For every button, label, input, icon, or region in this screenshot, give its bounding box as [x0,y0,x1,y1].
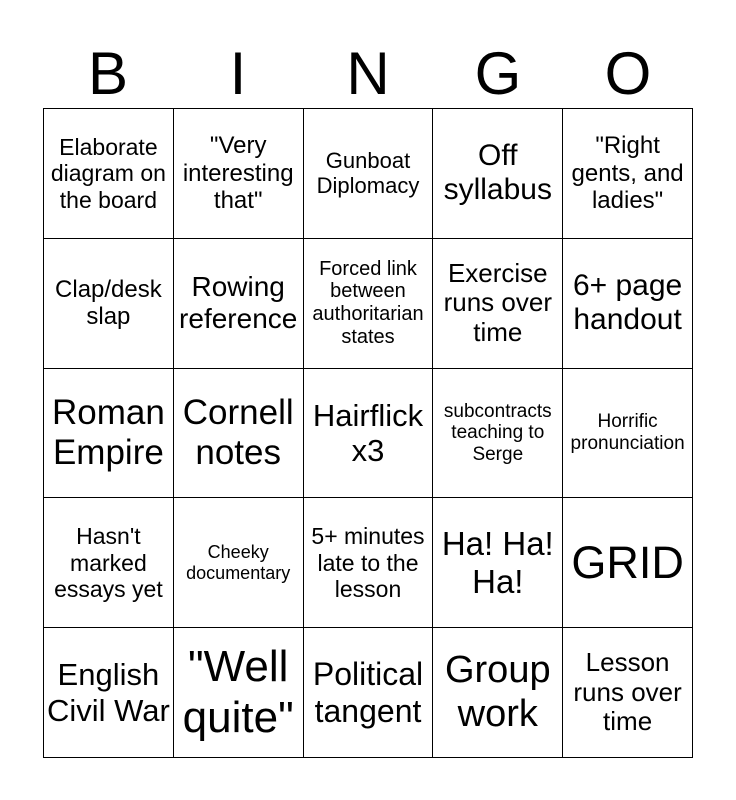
bingo-cell [433,498,563,628]
cell-text: Cheeky documentary [186,542,291,583]
cell-text: Off syllabus [443,139,552,207]
bingo-cell [563,109,693,239]
cell-text: Gunboat Diplomacy [316,148,420,199]
cell-text: "Well quite" [182,642,294,742]
bingo-cell [174,109,304,239]
header-letter-i: I [229,40,247,107]
bingo-cell [304,628,434,758]
header-letter-g: G [474,40,522,107]
cell-text: Ha! Ha! Ha! [441,525,554,600]
bingo-cell [433,628,563,758]
bingo-cell [44,109,174,239]
bingo-cell [563,239,693,369]
cell-text: Roman Empire [51,393,165,472]
bingo-cell [174,498,304,628]
header-letter-o: O [604,40,652,107]
bingo-cell [304,239,434,369]
bingo-cell [44,498,174,628]
cell-text: Clap/desk slap [55,275,162,331]
cell-text: Hasn't marked essays yet [54,523,163,602]
bingo-cell [174,239,304,369]
bingo-cell [44,239,174,369]
bingo-cell [174,369,304,499]
cell-text: Exercise runs over time [443,257,552,347]
bingo-cell [563,628,693,758]
cell-text: Political tangent [312,656,424,729]
bingo-cell [563,498,693,628]
bingo-cell [304,109,434,239]
cell-text: "Right gents, and ladies" [571,132,684,215]
cell-text: "Very interesting that" [182,132,294,215]
cell-text: 6+ page handout [572,269,683,337]
bingo-cell [174,628,304,758]
bingo-grid [43,108,693,758]
header-letter-n: N [346,40,390,107]
cell-text: Rowing reference [179,271,298,335]
cell-text: 5+ minutes late to the lesson [311,523,425,602]
header-letter-b: B [87,40,129,107]
bingo-cell [433,109,563,239]
bingo-cell [44,369,174,499]
cell-text: Horrific pronunciation [570,411,685,454]
bingo-header [43,40,693,108]
cell-text: Forced link between authoritarian states [312,257,424,348]
cell-text: English Civil War [46,657,170,728]
bingo-cell [304,369,434,499]
cell-text: Group work [444,649,551,735]
cell-text: Hairflick x3 [312,397,424,468]
cell-text: subcontracts teaching to Serge [443,400,552,465]
cell-text: Lesson runs over time [573,647,682,737]
bingo-cell [304,498,434,628]
cell-text: Elaborate diagram on the board [50,134,166,213]
bingo-cell [433,369,563,499]
bingo-cell [563,369,693,499]
cell-text: Cornell notes [182,393,294,472]
bingo-cell [44,628,174,758]
cell-text: GRID [571,537,684,589]
bingo-cell [433,239,563,369]
